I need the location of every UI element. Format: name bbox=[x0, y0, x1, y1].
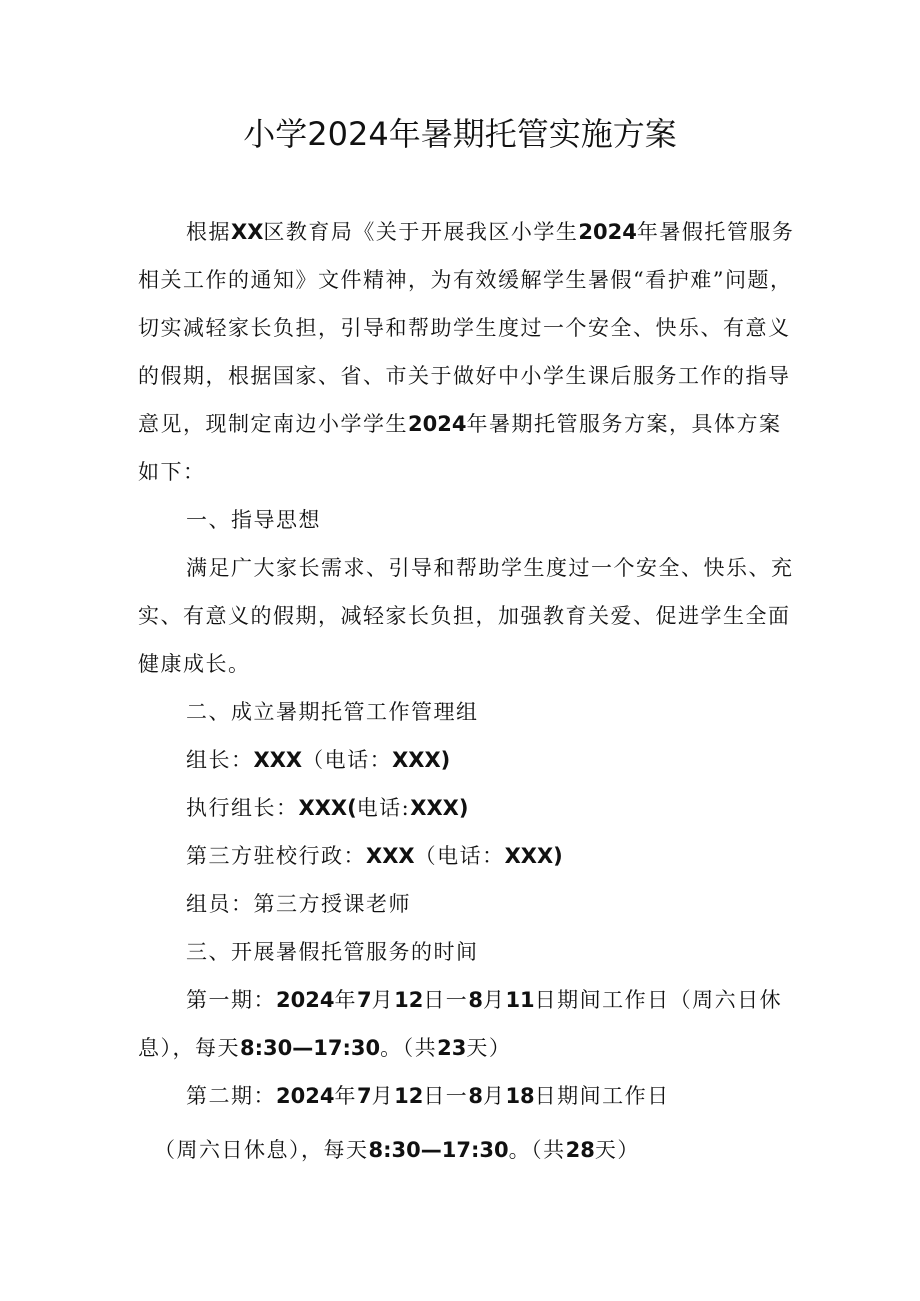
period2-day2-text: 日期间工作日 bbox=[534, 1084, 670, 1108]
period2-month2: 8 bbox=[468, 1084, 483, 1108]
period1-month1-unit: 月 bbox=[371, 988, 395, 1012]
period2-line bbox=[138, 1072, 798, 1120]
period1-time: 8:30—17:30 bbox=[240, 1036, 381, 1060]
leader-phone-close: ) bbox=[440, 748, 451, 772]
leader-phone: XXX bbox=[392, 748, 441, 772]
intro-bold-3: 2024 bbox=[408, 412, 467, 436]
period2-line2 bbox=[138, 1126, 798, 1174]
period2-time: 8:30—17:30 bbox=[368, 1138, 509, 1162]
leader-label: 组长： bbox=[186, 748, 254, 772]
period2-day2: 18 bbox=[505, 1084, 535, 1108]
exec-leader-name: XXX bbox=[298, 796, 348, 820]
period1-paragraph bbox=[138, 976, 798, 1072]
period2-month1-unit: 月 bbox=[371, 1084, 395, 1108]
section3-heading: 三、开展暑假托管服务的时间 bbox=[186, 940, 479, 964]
exec-leader-phone-label: 电话: bbox=[356, 796, 411, 820]
document-title: 小学2024年暑期托管实施方案 bbox=[243, 115, 677, 153]
period1-year-unit: 年 bbox=[334, 988, 357, 1012]
period1-label: 第一期： bbox=[186, 988, 276, 1012]
third-party-phone: XXX bbox=[504, 844, 554, 868]
third-party-phone-close: ) bbox=[553, 844, 563, 868]
period2-month1: 7 bbox=[356, 1084, 372, 1108]
period2-month2-unit: 月 bbox=[482, 1084, 506, 1108]
leader-phone-open: （电话： bbox=[302, 748, 393, 772]
third-party-phone-open: （电话： bbox=[414, 844, 505, 868]
period1-month2: 8 bbox=[468, 988, 483, 1012]
section1-heading: 一、指导思想 bbox=[186, 508, 321, 532]
document-body bbox=[138, 208, 798, 1174]
exec-leader-phone-open: ( bbox=[347, 796, 357, 820]
period2-day1: 12 bbox=[394, 1084, 424, 1108]
leader-name: XXX bbox=[253, 748, 303, 772]
third-party-line bbox=[138, 832, 798, 880]
exec-leader-line bbox=[138, 784, 798, 832]
members-line: 组员：第三方授课老师 bbox=[186, 892, 411, 916]
period1-end-text: 天） bbox=[466, 1036, 512, 1060]
period1-days: 23 bbox=[437, 1036, 467, 1060]
third-party-label: 第三方驻校行政： bbox=[186, 844, 366, 868]
period1-total-text: 。（共 bbox=[380, 1036, 438, 1060]
section2-heading: 二、成立暑期托管工作管理组 bbox=[186, 700, 479, 724]
period1-month2-unit: 月 bbox=[482, 988, 506, 1012]
period1-rest-text: 息），每天 bbox=[138, 1036, 240, 1060]
intro-text-2: 区教育局《关于开展我区小学生 bbox=[263, 220, 579, 244]
period2-total-text: 。（共 bbox=[508, 1138, 566, 1162]
period1-month1: 7 bbox=[356, 988, 372, 1012]
period1-day2-text: 日期间工作日（周六日休 bbox=[534, 988, 783, 1012]
intro-text-4: 年暑期托管服务方案，具体方案如下： bbox=[138, 412, 782, 484]
period1-day2: 11 bbox=[505, 988, 535, 1012]
period2-year-unit: 年 bbox=[334, 1084, 357, 1108]
period2-end-text: 天） bbox=[594, 1138, 640, 1162]
intro-bold-2: 2024 bbox=[578, 220, 637, 244]
section1-body: 满足广大家长需求、引导和帮助学生度过一个安全、快乐、充实、有意义的假期，减轻家长负担，加强教育关爱、促进学生全面健康成长。 bbox=[138, 556, 794, 676]
intro-paragraph bbox=[138, 208, 798, 496]
period2-year: 2024 bbox=[276, 1084, 335, 1108]
exec-leader-phone: XXX bbox=[410, 796, 459, 820]
third-party-name: XXX bbox=[366, 844, 415, 868]
period2-label: 第二期： bbox=[186, 1084, 276, 1108]
exec-leader-phone-close: ) bbox=[458, 796, 469, 820]
period2-days: 28 bbox=[565, 1138, 595, 1162]
period1-year: 2024 bbox=[276, 988, 335, 1012]
period1-day1: 12 bbox=[394, 988, 424, 1012]
intro-text-1: 根据 bbox=[186, 220, 231, 244]
intro-bold-1: XX bbox=[231, 220, 264, 244]
period1-day1-unit: 日一 bbox=[423, 988, 469, 1012]
intro-text-3: 年暑假托管服务相关工作的通知》文件精神，为有效缓解学生暑假“看护难”问题，切实减轻家长负担，引导和帮助学生度过一个安全、快乐、有意义的假期，根据国家、省、市关于做好中小学生课后服务工作的指导意见，现制定南边小学学生 bbox=[138, 220, 795, 436]
period2-day1-unit: 日一 bbox=[423, 1084, 469, 1108]
exec-leader-label: 执行组长： bbox=[186, 796, 299, 820]
period2-rest-text: （周六日休息），每天 bbox=[154, 1138, 369, 1162]
leader-line bbox=[138, 736, 798, 784]
